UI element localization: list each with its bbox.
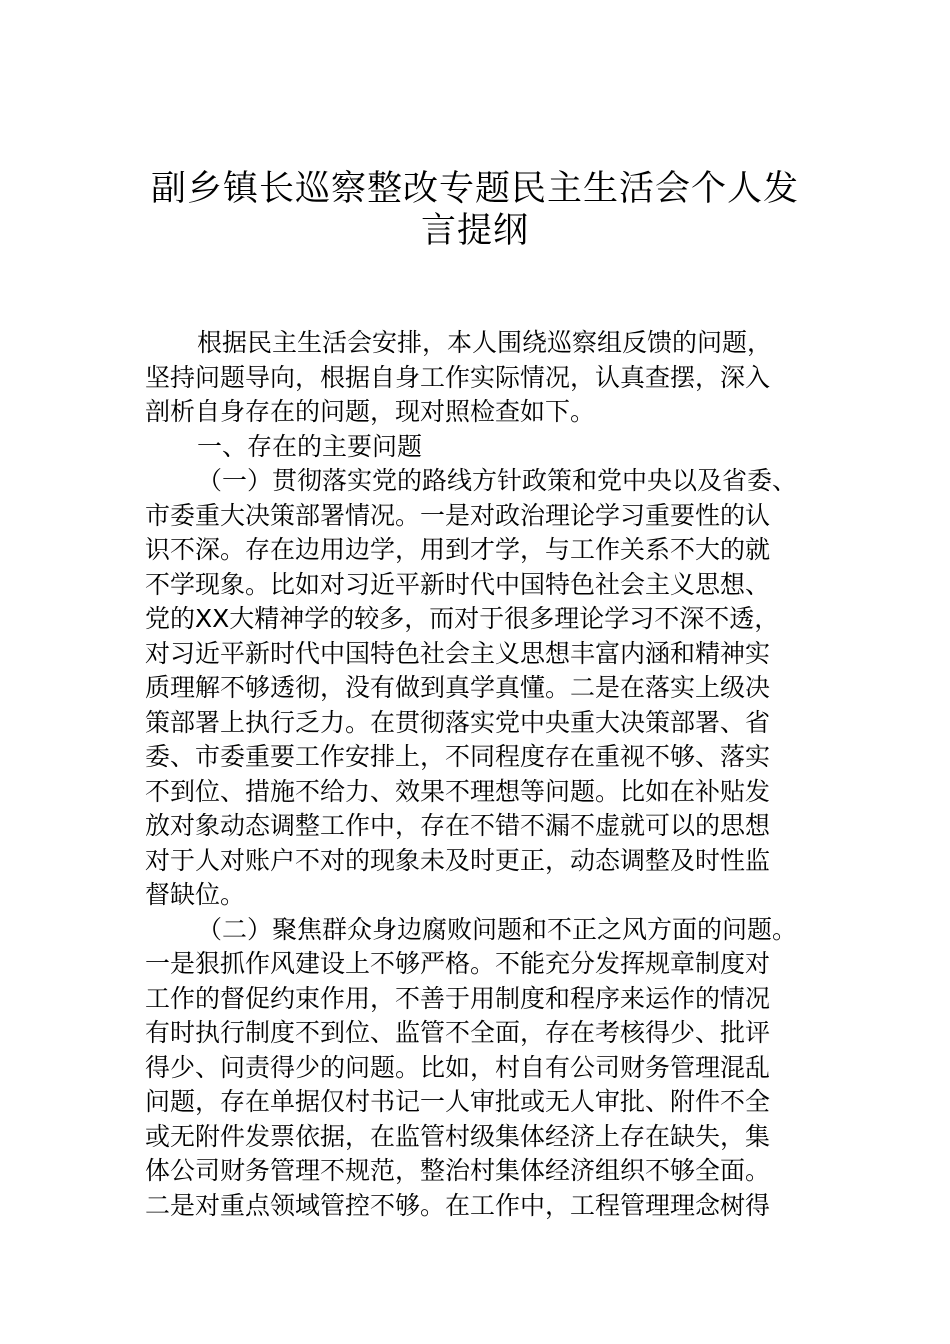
paragraph-line: 有时执行制度不到位、监管不全面，存在考核得少、批评: [145, 1018, 771, 1047]
paragraph-line: 剖析自身存在的问题，现对照检查如下。: [145, 397, 596, 426]
paragraph-line: 一是狠抓作风建设上不够严格。不能充分发挥规章制度对: [145, 949, 771, 978]
subsection-heading-line: （一）贯彻落实党的路线方针政策和党中央以及省委、: [197, 466, 798, 495]
paragraph-line: 策部署上执行乏力。在贯彻落实党中央重大决策部署、省: [145, 707, 771, 737]
paragraph-line: 对于人对账户不对的现象未及时更正，动态调整及时性监: [145, 845, 771, 875]
subsection-heading-line: （二）聚焦群众身边腐败问题和不正之风方面的问题。: [197, 914, 798, 944]
paragraph-line: 对习近平新时代中国特色社会主义思想丰富内涵和精神实: [145, 638, 771, 668]
paragraph-line: 质理解不够透彻，没有做到真学真懂。二是在落实上级决: [145, 673, 771, 702]
document-title-line-1: 副乡镇长巡察整改专题民主生活会个人发: [150, 169, 799, 209]
paragraph-line: 党的XX大精神学的较多，而对于很多理论学习不深不透，: [145, 604, 780, 633]
paragraph-line: 识不深。存在边用边学，用到才学，与工作关系不大的就: [145, 535, 771, 564]
paragraph-line: 放对象动态调整工作中，存在不错不漏不虚就可以的思想: [145, 811, 771, 840]
paragraph-line: 得少、问责得少的问题。比如，村自有公司财务管理混乱: [145, 1052, 771, 1082]
paragraph-line: 二是对重点领域管控不够。在工作中，工程管理理念树得: [145, 1190, 771, 1220]
paragraph-line: 体公司财务管理不规范，整治村集体经济组织不够全面。: [145, 1156, 771, 1185]
paragraph-line: 坚持问题导向，根据自身工作实际情况，认真查摆，深入: [145, 362, 771, 392]
paragraph-line: 问题，存在单据仅村书记一人审批或无人审批、附件不全: [145, 1087, 771, 1116]
section-heading: 一、存在的主要问题: [197, 431, 423, 461]
paragraph-line: 委、市委重要工作安排上，不同程度存在重视不够、落实: [145, 742, 771, 771]
document-title-line-2: 言提纲: [420, 211, 529, 251]
paragraph-line: 或无附件发票依据，在监管村级集体经济上存在缺失，集: [145, 1121, 771, 1151]
paragraph-line: 不学现象。比如对习近平新时代中国特色社会主义思想、: [145, 569, 771, 599]
paragraph-line: 根据民主生活会安排，本人围绕巡察组反馈的问题，: [197, 328, 773, 357]
document-body: [145, 326, 825, 1223]
paragraph-line: 督缺位。: [145, 880, 246, 909]
paragraph-line: 工作的督促约束作用，不善于用制度和程序来运作的情况: [145, 983, 771, 1013]
paragraph-line: 不到位、措施不给力、效果不理想等问题。比如在补贴发: [145, 776, 771, 806]
paragraph-line: 市委重大决策部署情况。一是对政治理论学习重要性的认: [145, 500, 771, 530]
